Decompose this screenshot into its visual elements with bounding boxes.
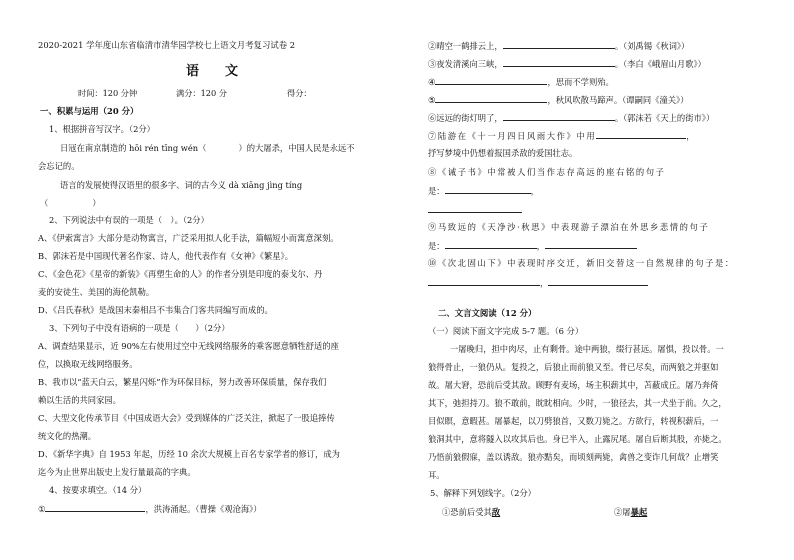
question-1-line-d xyxy=(40,199,101,207)
fill-item-3 xyxy=(428,59,706,68)
answer-blank[interactable] xyxy=(428,278,540,286)
item-text: 是： xyxy=(428,241,445,251)
fill-item-5 xyxy=(428,95,689,104)
question-1-line-a xyxy=(60,144,355,152)
item-text: ⑥远远的街灯明了， xyxy=(428,113,503,123)
answer-blank[interactable] xyxy=(45,504,145,512)
question-1: 1、根据拼音写汉字。（2分） xyxy=(49,124,155,134)
subject-heading: 语 文 xyxy=(186,64,239,79)
passage-line-1: 一屠晚归，担中肉尽，止有剩骨。途中两狼，缀行甚远。屠惧，投以骨。一 xyxy=(450,344,724,354)
item-comma: ， xyxy=(540,278,549,288)
fill-item-10-answer xyxy=(428,278,648,287)
question-5-item-b xyxy=(614,508,647,516)
section-2-heading: 二、文言文阅读（12 分） xyxy=(438,308,537,318)
answer-blank[interactable] xyxy=(428,205,522,213)
item-comma: ， xyxy=(536,241,545,251)
paren-close: ） xyxy=(92,198,101,208)
answer-blank[interactable] xyxy=(445,241,537,249)
question-2-option-c1: C、《金色花》《星帝的新装》《再塑生命的人》的作者分别是印度的泰戈尔、丹 xyxy=(38,269,323,279)
passage-line-4: 其下，弛担持刀。狼不敢前，眈眈相向。少时，一狼径去，其一犬坐于前。久之， xyxy=(428,398,727,408)
answer-blank[interactable] xyxy=(548,278,648,286)
item-comma: ， xyxy=(686,131,697,141)
item-comma: ， xyxy=(530,186,539,196)
question-5: 5、解释下列划线字。（2分） xyxy=(430,488,536,498)
passage-line-3: 故。屠大窘，恐前后受其敌。顾野有麦场，场主积薪其中，苫蔽成丘。屠乃奔倚 xyxy=(428,380,719,390)
underlined-word: 暴起 xyxy=(630,507,648,517)
exam-title: 2020-2021 学年度山东省临清市清华园学校七上语文月考复习试卷 2 xyxy=(38,40,296,50)
fill-item-6 xyxy=(428,113,714,122)
item-text: 是： xyxy=(428,186,445,196)
fill-item-8: ⑧《诫子书》中常被人们当作志存高远的座右铭的句子 xyxy=(428,167,666,177)
item-text: ，秋风吹散马蹄声。（谭嗣同《潼关》） xyxy=(547,95,689,105)
question-2: 2、下列说法中有误的一项是（ ）。（2分） xyxy=(49,215,209,225)
fill-item-2 xyxy=(428,41,689,50)
fill-item-10: ⑩《次北固山下》中表现时序交迁，新旧交替这一自然规律的句子是： xyxy=(428,258,735,268)
passage-intro: （一）阅读下面文字完成 5-7 题。（6 分） xyxy=(428,326,584,336)
item-number: ④ xyxy=(428,77,436,87)
underlined-word: 敌 xyxy=(491,507,501,517)
question-3-option-c1: C、大型文化传承节目《中国成语大会》受到媒体的广泛关注，掀起了一股追捧传 xyxy=(38,413,335,423)
item-text: ⑦陆游在《十一月四日风雨大作》中用 xyxy=(428,131,597,141)
question-1-text-a1: 日冦在南京制造的 hōi rén tīng wén（ xyxy=(60,143,207,153)
section-1-heading: 一、积累与运用（20 分） xyxy=(40,106,139,116)
item-text: ①恐前后受其 xyxy=(442,507,492,517)
item-number: ⑤ xyxy=(428,95,436,105)
answer-blank[interactable] xyxy=(596,131,686,139)
item-text: ，思而不学则殆。 xyxy=(547,77,614,87)
time-label: 时间：120 分钟 xyxy=(78,88,138,98)
question-5-item-a xyxy=(442,508,500,516)
item-text: ②晴空一鹤排云上， xyxy=(428,41,503,51)
fill-item-7 xyxy=(428,131,696,140)
question-1-line-b: 会忘记的。 xyxy=(38,161,80,171)
question-3-option-d1: D、《新华字典》自 1953 年起，历经 10 余次大规模上百名专家学者的修订，成为 xyxy=(38,449,340,459)
item-number: ① xyxy=(38,504,46,514)
full-score-label: 满分：120 分 xyxy=(176,88,227,98)
question-2-option-b: B、郭沫若是中国现代著名作家、诗人，他代表作有《女神》《繁星》。 xyxy=(38,251,294,261)
question-3-option-b2: 赖以生活的共同家园。 xyxy=(38,395,121,405)
fill-item-4 xyxy=(428,77,614,86)
question-3-option-d2: 迄今为止世界出版史上发行量最高的字典。 xyxy=(38,467,196,477)
passage-line-8: 耳。 xyxy=(428,470,445,480)
question-3-option-c2: 统文化的热潮。 xyxy=(38,431,97,441)
item-source: 。（郭沫若《天上的街市》） xyxy=(614,113,715,123)
question-3-option-b1: B、我市以“蓝天白云，繁星闪烁”作为环保目标，努力改善环保质量，保存我们 xyxy=(38,377,327,387)
passage-line-2: 狼得骨止，一狼仍从。复投之，后狼止而前狼又至。骨已尽矣，而两狼之并驱如 xyxy=(428,362,719,372)
answer-blank[interactable] xyxy=(435,95,547,103)
passage-line-5: 目似瞑，意暇甚。屠暴起，以刀劈狼首，又数刀毙之。方欲行，转视积薪后，一 xyxy=(428,416,719,426)
question-3-option-a1: A、调查结果显示，近 90%左右使用过空中无线网络服务的乘客愿意牺牲舒适的座 xyxy=(38,341,339,351)
item-text: ③夜发清溪向三峡， xyxy=(428,59,503,69)
question-2-option-d: D、《吕氏春秋》是战国末秦相吕不韦集合门客共同编写而成的。 xyxy=(38,305,273,315)
passage-line-6: 狼洞其中，意将隧入以攻其后也。身已半入，止露尻尾。屠自后断其股，亦毙之。 xyxy=(428,434,727,444)
question-4-item-1 xyxy=(38,504,262,513)
question-3: 3、下列句子中没有语病的一项是（ ）（2分） xyxy=(49,323,230,333)
answer-blank[interactable] xyxy=(503,41,615,49)
question-2-option-a: A、《伊索寓言》大部分是动物寓言，广泛采用拟人化手法，篇幅短小而寓意深刻。 xyxy=(38,233,339,243)
score-label: 得分： xyxy=(287,88,312,98)
item-text: ，洪涛涌起。（曹操《观沧海》） xyxy=(145,504,262,514)
item-text: ②屠 xyxy=(614,507,631,517)
answer-blank[interactable] xyxy=(435,77,547,85)
item-source: 。（李白《峨眉山月歌》） xyxy=(614,59,706,69)
fill-item-8-answer xyxy=(428,186,539,195)
fill-item-9-answer xyxy=(428,241,637,250)
fill-item-9: ⑨马致远的《天净沙·秋思》中表现游子漂泊在外思乡悲情的句子 xyxy=(428,222,710,232)
fill-item-7-cont: 抒写梦境中仍想着报国杀敌的爱国壮志。 xyxy=(428,148,578,158)
answer-blank[interactable] xyxy=(503,59,615,67)
paren-open: （ xyxy=(40,198,49,208)
question-1-text-a2: ）的大屠杀，中国人民是永远不 xyxy=(238,143,355,153)
question-3-option-a2: 位，以换取无线网络服务。 xyxy=(38,359,138,369)
question-2-option-c2: 麦的安徒生、美国的海伦凯勒。 xyxy=(38,287,155,297)
item-source: 。（刘禹锡《秋词》） xyxy=(614,41,690,51)
question-1-line-c: 语言的发展使得汉语里的很多字、词的古今义 dà xiāng jìng tíng xyxy=(60,180,303,190)
fill-item-8-answer-2 xyxy=(428,205,522,214)
question-4: 4、按要求填空。（14 分） xyxy=(49,485,147,495)
passage-line-7: 乃悟前狼假寐，盖以诱敌。狼亦黠矣，而顷刻两毙，禽兽之变诈几何哉？止增笑 xyxy=(428,452,719,462)
answer-blank[interactable] xyxy=(445,186,531,194)
answer-blank[interactable] xyxy=(545,241,637,249)
answer-blank[interactable] xyxy=(503,113,615,121)
